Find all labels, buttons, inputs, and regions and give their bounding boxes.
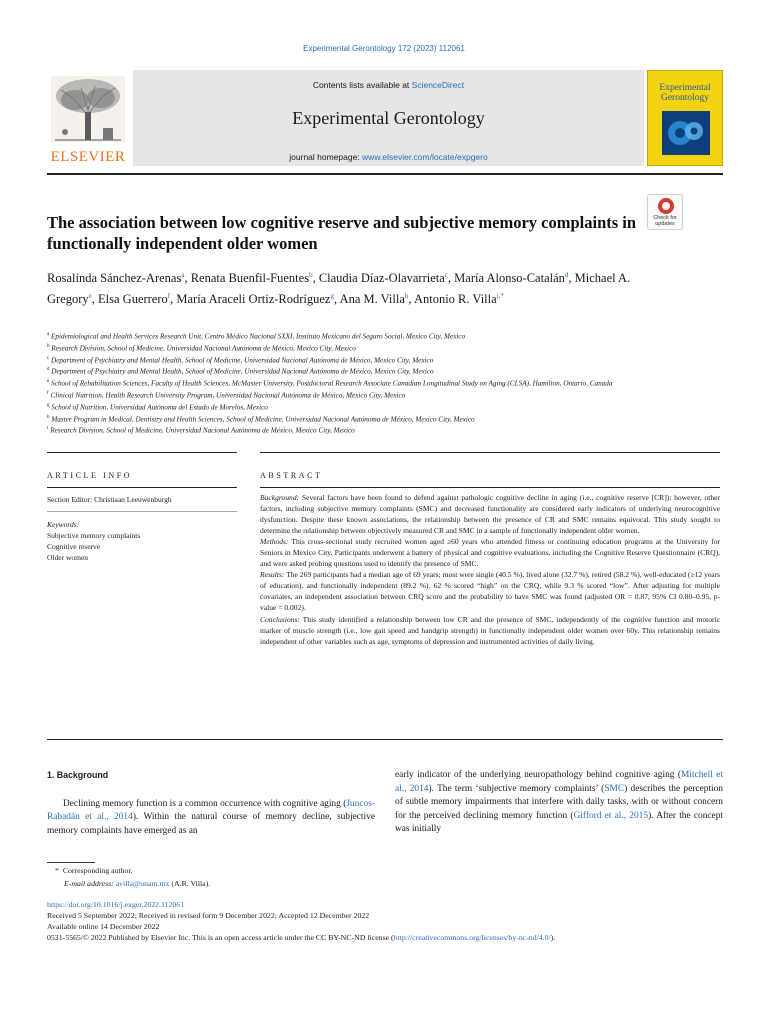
cover-title-line1: Experimental (659, 83, 711, 93)
affiliation-marker: c (47, 355, 50, 361)
body-paragraph: Declining memory function is a common occurrence with cognitive aging (Juncos-Rabadán et al., 2014). Within the natural course of memory decline, subjective memory complaints have emerged as an (47, 798, 375, 836)
email-label: E-mail address: (64, 879, 114, 888)
header-divider (47, 173, 723, 175)
affiliation-marker: d (47, 367, 50, 373)
keywords-label: Keywords: (47, 520, 80, 529)
keywords-block (47, 519, 237, 563)
abstract-background: Background: Several factors have been found to defend against pathologic cognitive decline in aging (i.e., cognitive reserve [CR]); however, other factors, including subjective memory complaints (SMC) and decreased functionality are considered early indicators of underlying neurocognitive dysfunction. Despite these known associations, the relationship between the presence of CR and SMC remains equivocal. This study sought to determine the relationship between objectively measured CR and SMC in a sample of functionally independent older women. (260, 493, 720, 536)
journal-citation[interactable]: Experimental Gerontology 172 (2023) 112061 (303, 44, 465, 53)
affiliation-item (47, 401, 687, 413)
affiliation-text: Research Division, School of Medicine, Universidad Nacional Autónoma de México, Mexico City, Mexico (51, 344, 356, 353)
crossmark-label: Check for updates (653, 215, 677, 227)
elsevier-logo[interactable] (47, 70, 129, 166)
elsevier-tree-icon (51, 76, 125, 142)
affiliation-item (47, 365, 687, 377)
author-affiliation-marker[interactable]: a (181, 271, 185, 279)
author-name[interactable]: Claudia Díaz-Olavarrieta (318, 271, 445, 286)
abstract-divider (260, 487, 720, 488)
affiliation-marker: b (47, 343, 50, 349)
affiliation-item (47, 424, 687, 436)
journal-header (47, 70, 723, 166)
affiliation-text: Master Program in Medical, Dentistry and Health Sciences, School of Medicine, Universidad Nacional Autónoma de México, Mexico City, Mexico (51, 414, 475, 423)
doi-link[interactable]: https://doi.org/10.1016/j.exger.2022.112061 (47, 900, 185, 909)
abstract-text (260, 492, 720, 647)
keyword-item: Older women (47, 553, 89, 562)
author-affiliation-marker[interactable]: i,* (496, 291, 504, 300)
corresponding-author-note: * Corresponding author. (55, 866, 133, 875)
journal-title: Experimental Gerontology (292, 108, 485, 128)
abstract-conclusions: Conclusions: This study identified a relationship between low CR and the presence of SMC, independently of the cognitive function and motoric marker of muscle strength (i.e., low gait speed and handgrip strength) in functionally independent older women over 60y. This relationship remains independent of other variables such as age, symptoms of depression and instrumented activities of daily living. (260, 614, 720, 646)
affiliation-text: Epidemiological and Health Services Research Unit, Centro Médico Nacional SXXI, Instituto Mexicano del Seguro Social, Mexico City, Mexico (51, 332, 466, 341)
keyword-item: Cognitive reserve (47, 542, 101, 551)
abstract-methods: Methods: This cross-sectional study recruited women aged ≥60 years who attended fitness or continuing education programs at the University for Seniors in Mexico City. Participants underwent a battery of physical and cognitive evaluations, including the Cognitive Reserve Questionnaire (CRQ), and were asked probing questions used to identify the presence of SMC. (260, 537, 720, 569)
author-list: Rosalinda Sánchez-Arenas$^a$, Renata Buenfil-Fuentes$^b$, Claudia Díaz-Olavarrieta$^c$, María Alonso-Catalán$^d$, Michael A. Gregory$^e$, Elsa Guerrero$^f$, María Araceli Ortiz-Rodríguez$^g$, Ana M. Villa$^h$, Antonio R. Villa$^{i,*}$ (47, 271, 631, 306)
author-name[interactable]: María Alonso-Catalán (454, 271, 565, 286)
affiliation-marker: f (47, 390, 49, 396)
email-link[interactable]: avilla@unam.mx (115, 879, 170, 888)
author-name[interactable]: Michael A. Gregory (47, 271, 631, 306)
author-name[interactable]: María Araceli Ortiz-Rodríguez (176, 291, 331, 306)
author-name[interactable]: Antonio R. Villa (413, 291, 497, 306)
author-affiliation-marker[interactable]: e (88, 291, 92, 300)
homepage-line (133, 152, 644, 162)
section-heading-background: 1. Background (47, 770, 109, 780)
email-note: E-mail address: avilla@unam.mx (A.R. Villa). (64, 879, 211, 888)
affiliation-text: School of Nutrition, Universidad Autónoma del Estado de Morelos, Mexico (51, 403, 268, 412)
affiliation-item (47, 389, 687, 401)
affiliation-item (47, 413, 687, 425)
author-name[interactable]: Renata Buenfil-Fuentes (190, 271, 310, 286)
author-affiliation-marker[interactable]: g (330, 291, 334, 300)
affiliation-item (47, 377, 687, 389)
sciencedirect-link[interactable]: ScienceDirect (411, 80, 465, 90)
journal-masthead (133, 70, 644, 166)
editor-divider (47, 511, 237, 512)
affiliation-item (47, 354, 687, 366)
elsevier-wordmark: ELSEVIER (50, 149, 126, 165)
article-info-heading: ARTICLE INFO (47, 471, 133, 480)
author-affiliation-marker[interactable]: c (444, 271, 448, 279)
author-affiliation-marker[interactable]: f (167, 291, 171, 300)
section-editor: Section Editor: Christiaan Leeuwenburgh (47, 495, 172, 504)
affiliation-text: Research Division, School of Medicine, Universidad Nacional Autónoma de México, Mexico City, Mexico (50, 426, 355, 435)
affiliation-marker: e (47, 379, 50, 385)
author-name[interactable]: Rosalinda Sánchez-Arenas (47, 271, 182, 286)
abstract-heading: ABSTRACT (260, 471, 323, 480)
received-dates: Received 5 September 2022; Received in revised form 9 December 2022; Accepted 12 December 2022 (47, 911, 370, 920)
author-name[interactable]: Elsa Guerrero (98, 291, 168, 306)
article-info-divider-top (47, 452, 237, 453)
keyword-item: Subjective memory complaints (47, 531, 141, 540)
cover-art-icon (662, 111, 710, 155)
affiliation-text: School of Rehabilitation Sciences, Faculty of Health Sciences, McMaster University, Postdoctoral Research Associate Canadian Longitudinal Study on Aging (CLSA), Hamilton, Ontario, Canada (51, 379, 613, 388)
cover-title (648, 83, 722, 103)
affiliation-item (47, 330, 687, 342)
footnote-mark: * (55, 866, 59, 875)
article-title: The association between low cognitive reserve and subjective memory complaints in functionally independent older women (47, 213, 637, 253)
front-matter (47, 899, 555, 943)
affiliation-text: Clinical Nutrition, Health Research University Program, Universidad Nacional Autónoma de México, Mexico City, Mexico (50, 391, 406, 400)
body-column-left (47, 769, 375, 838)
affiliation-marker: i (47, 426, 49, 432)
abstract-bottom-divider (47, 739, 723, 740)
citation-link[interactable]: Mitchell et al., 2014 (395, 770, 723, 794)
affiliation-marker: h (47, 414, 50, 420)
homepage-prefix: journal homepage: (289, 152, 363, 162)
body-column-right (395, 769, 723, 837)
author-affiliation-marker[interactable]: b (309, 271, 313, 279)
contents-line (133, 80, 644, 90)
abstract-divider-top (260, 452, 720, 453)
affiliation-marker: a (47, 332, 50, 337)
license-link[interactable]: http://creativecommons.org/licenses/by-nc-nd/4.0/ (393, 933, 551, 942)
abbreviation-link[interactable]: SMC (604, 783, 625, 794)
affiliation-marker: g (47, 402, 50, 408)
affiliation-text: Department of Psychiatry and Mental Health, School of Medicine, Universidad Nacional Autónoma de México, Mexico City, Mexico (51, 367, 434, 376)
journal-cover[interactable] (647, 70, 723, 166)
crossmark-icon (658, 198, 674, 214)
citation-link[interactable]: Gifford et al., 2015 (573, 810, 649, 821)
body-paragraph: early indicator of the underlying neuropathology behind cognitive aging (Mitchell et al., 2014). The term ‘subjective memory complaints’ (SMC) describes the perception of subtle memory impairments that interfere with daily tasks, with or without concern for the perceived declining memory function (Gifford et al., 2015). After the concept was initially (395, 770, 723, 835)
author-affiliation-marker[interactable]: d (564, 271, 569, 279)
article-info-divider (47, 487, 237, 488)
license-line: 0531-5565/© 2022 Published by Elsevier Inc. This is an open access article under the CC BY-NC-ND license (http://creativecommons.org/licenses/by-nc-nd/4.0/). (47, 933, 556, 942)
journal-homepage-link[interactable]: www.elsevier.com/locate/expgero (362, 152, 488, 162)
cover-title-line2: Gerontology (660, 93, 710, 103)
abstract-results: Results: The 269 participants had a median age of 69 years; most were single (40.5 %), lived alone (32.7 %), retired (58.2 %), well-educated (≥12 years of education), and functionally independent (89.2 %). 62 % scored “high” on the CRQ, while 9.3 % scored “low”. After adjusting for multiple covariates, an independent association between CRQ score and the probability to have SMC was found (adjusted OR = 0.87, 95% CI 0.80–0.95, p-value = 0.002). (260, 570, 720, 613)
author-name[interactable]: Ana M. Villa (339, 291, 405, 306)
affiliation-text: Department of Psychiatry and Mental Health, School of Medicine, Universidad Nacional Autónoma de México, Mexico City, Mexico (51, 355, 434, 364)
author-affiliation-marker[interactable]: h (404, 291, 409, 300)
footnote-divider (47, 862, 95, 863)
citation-link[interactable]: Juncos-Rabadán et al., 2014 (47, 798, 375, 823)
online-date: Available online 14 December 2022 (47, 922, 160, 931)
affiliation-list (47, 330, 687, 436)
affiliation-item (47, 342, 687, 354)
check-for-updates-badge[interactable] (647, 194, 683, 230)
contents-prefix: Contents lists available at (312, 80, 412, 90)
